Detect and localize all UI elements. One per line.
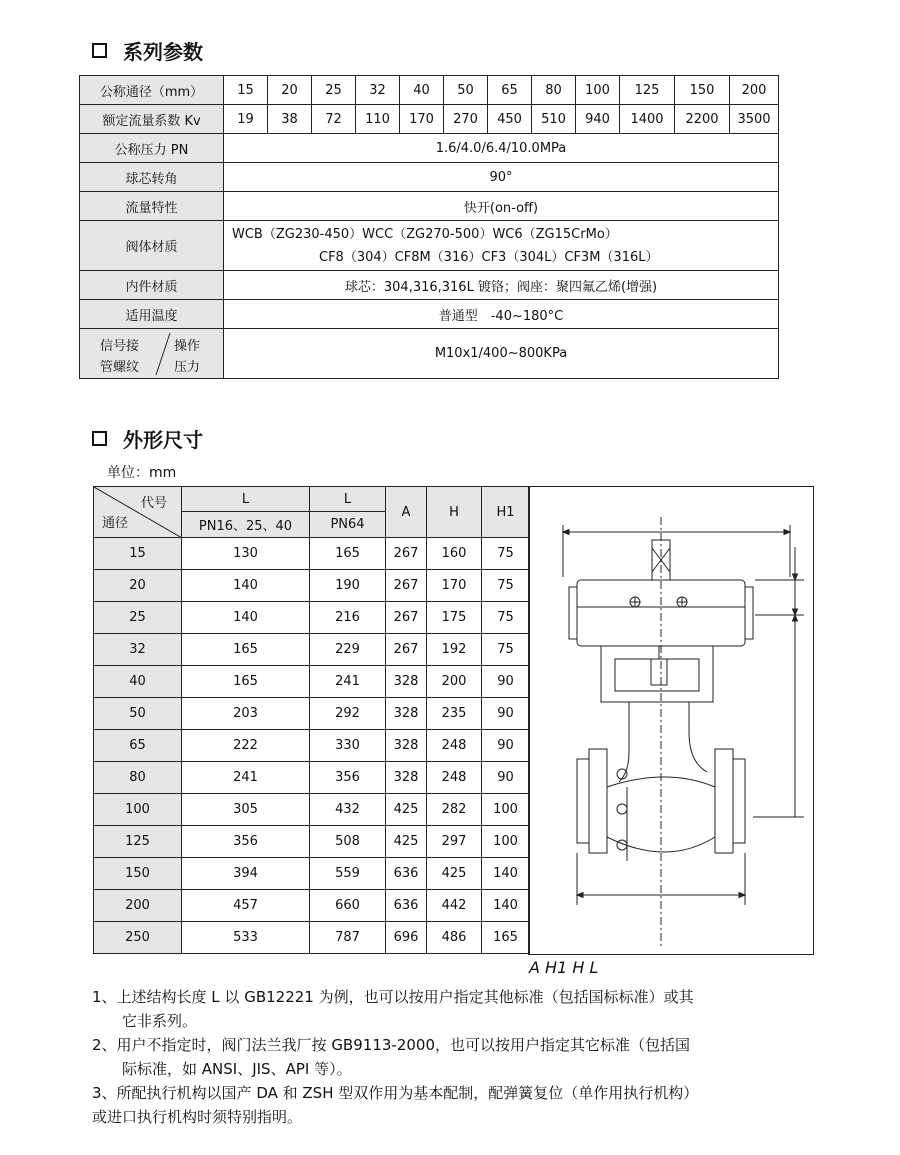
value-cell: 75 [482,570,530,602]
dn-cell: 40 [400,76,444,105]
value-cell: 222 [182,730,310,762]
note-line: 际标准，如 ANSI、JIS、API 等）。 [122,1060,352,1078]
rotation-row [80,163,779,192]
value-cell: 100 [482,794,530,826]
value-cell: 170 [427,570,482,602]
value-cell: 425 [386,794,427,826]
dn-cell: 125 [94,826,182,858]
dn-label: 公称通径（mm） [80,76,224,105]
value-cell: 203 [182,698,310,730]
value-cell: 457 [182,890,310,922]
dn-cell: 40 [94,666,182,698]
value-cell: 140 [482,890,530,922]
kv-cell: 38 [268,105,312,134]
dn-cell: 200 [730,76,779,105]
value-cell: 328 [386,698,427,730]
value-cell: 190 [310,570,386,602]
notes [92,985,792,1129]
value-cell: 432 [310,794,386,826]
value-cell: 425 [386,826,427,858]
row-label: 内件材质 [80,271,224,300]
dn-cell: 15 [94,538,182,570]
section-title-dimensions [92,424,203,453]
dn-cell: 100 [94,794,182,826]
dimension-label-h1: H1 [545,958,568,977]
note-line: 1、上述结构长度 L 以 GB12221 为例，也可以按用户指定其他标准（包括国标标准）或其 [92,988,694,1006]
table-row [94,666,530,698]
value-cell: 636 [386,890,427,922]
value-cell: 486 [427,922,482,954]
value-cell: 533 [182,922,310,954]
value-cell: 636 [386,858,427,890]
checkbox-square-icon [92,431,107,446]
h-header: H [427,487,482,538]
signal-label-b: 管螺纹 [100,360,140,375]
table-row [94,634,530,666]
note-line: 它非系列。 [122,1012,198,1030]
value-cell: 100 [482,826,530,858]
row-label: 适用温度 [80,300,224,329]
dn-cell: 20 [94,570,182,602]
dn-label: 通径 [102,516,129,531]
value-cell: 248 [427,730,482,762]
dn-cell: 250 [94,922,182,954]
value-cell: 330 [310,730,386,762]
dn-cell: 50 [94,698,182,730]
dn-cell: 65 [488,76,532,105]
h1-header: H1 [482,487,530,538]
checkbox-square-icon [92,43,107,58]
value-cell: 235 [427,698,482,730]
value-cell: 328 [386,666,427,698]
code-label: 代号 [140,496,167,511]
value-cell: 305 [182,794,310,826]
value-cell: 75 [482,602,530,634]
signal-label-d: 压力 [174,360,201,375]
kv-cell: 270 [444,105,488,134]
value-cell: 292 [310,698,386,730]
kv-cell: 1400 [620,105,675,134]
table-row [94,570,530,602]
kv-cell: 72 [312,105,356,134]
dimension-label-l: L [589,958,599,977]
value-cell: 165 [182,666,310,698]
value-cell: 425 [427,858,482,890]
value-cell: 140 [182,570,310,602]
flow-characteristic-row [80,192,779,221]
value-cell: 356 [182,826,310,858]
table-row [94,890,530,922]
dn-cell: 100 [576,76,620,105]
value-cell: 90 [482,762,530,794]
dn-row [80,76,779,105]
table-row [94,730,530,762]
value-cell: 175 [427,602,482,634]
valve-drawing [528,486,814,977]
unit-label: 单位：mm [107,465,177,481]
kv-cell: 19 [224,105,268,134]
value-cell: 216 [310,602,386,634]
signal-label-a: 信号接 [100,339,140,354]
dn-cell: 32 [356,76,400,105]
row-value: M10x1/400~800KPa [224,329,779,379]
value-cell: 282 [427,794,482,826]
value-cell: 394 [182,858,310,890]
dn-cell: 200 [94,890,182,922]
kv-cell: 3500 [730,105,779,134]
value-cell: 200 [427,666,482,698]
table-row [94,698,530,730]
row-label: 阀体材质 [80,221,224,271]
kv-cell: 450 [488,105,532,134]
row-value: 快开(on-off) [224,192,779,221]
value-cell: 165 [182,634,310,666]
value-cell: 90 [482,666,530,698]
signal-label-c: 操作 [174,339,201,354]
value-cell: 267 [386,570,427,602]
value-cell: 267 [386,538,427,570]
kv-cell: 110 [356,105,400,134]
section-title-text: 系列参数 [123,40,203,64]
temperature-row [80,300,779,329]
value-cell: 75 [482,634,530,666]
signal-row [80,329,779,379]
value-cell: 267 [386,602,427,634]
dn-cell: 50 [444,76,488,105]
note-line: 3、所配执行机构以国产 DA 和 ZSH 型双作用为基本配制，配弹簧复位（单作用执行机构） [92,1084,699,1102]
kv-label: 额定流量系数 Kv [80,105,224,134]
row-label: 球芯转角 [80,163,224,192]
dn-cell: 20 [268,76,312,105]
spec-table [79,75,779,379]
body-material-line-1: WCB（ZG230-450）WCC（ZG270-500）WC6（ZG15CrMo） [232,226,618,242]
value-cell: 248 [427,762,482,794]
l1-subheader: PN16、25、40 [182,512,310,538]
dn-cell: 150 [94,858,182,890]
pressure-row [80,134,779,163]
body-material-line-2: CF8（304）CF8M（316）CF3（304L）CF3M（316L） [319,249,659,265]
value-cell: 90 [482,730,530,762]
value-cell: 328 [386,730,427,762]
kv-row [80,105,779,134]
value-cell: 508 [310,826,386,858]
table-row [94,602,530,634]
note-line: 2、用户不指定时，阀门法兰我厂按 GB9113-2000，也可以按用户指定其它标准（包括国 [92,1036,690,1054]
value-cell: 140 [482,858,530,890]
body-material-row [80,221,779,271]
dn-cell: 15 [224,76,268,105]
value-cell: 75 [482,538,530,570]
dn-cell: 150 [675,76,730,105]
value-cell: 297 [427,826,482,858]
value-cell: 241 [310,666,386,698]
row-value: 90° [224,163,779,192]
signal-label-cell [80,329,224,379]
row-value [224,221,779,271]
value-cell: 267 [386,634,427,666]
valve-outline-svg [529,487,813,954]
kv-cell: 940 [576,105,620,134]
value-cell: 787 [310,922,386,954]
dn-cell: 25 [312,76,356,105]
dimension-label-h: H [572,958,585,977]
kv-cell: 2200 [675,105,730,134]
value-cell: 660 [310,890,386,922]
dims-header-row [94,487,530,512]
code-dn-header [94,487,182,538]
section-title-series [92,36,203,65]
trim-material-row [80,271,779,300]
dn-cell: 80 [94,762,182,794]
a-header: A [386,487,427,538]
table-row [94,794,530,826]
value-cell: 229 [310,634,386,666]
dn-cell: 65 [94,730,182,762]
value-cell: 696 [386,922,427,954]
value-cell: 192 [427,634,482,666]
value-cell: 140 [182,602,310,634]
dimensions-table [93,486,530,954]
row-value: 1.6/4.0/6.4/10.0MPa [224,134,779,163]
kv-cell: 170 [400,105,444,134]
l2-subheader: PN64 [310,512,386,538]
section-title-text: 外形尺寸 [123,428,203,452]
table-row [94,538,530,570]
l2-header: L [310,487,386,512]
dn-cell: 32 [94,634,182,666]
table-row [94,922,530,954]
value-cell: 165 [482,922,530,954]
value-cell: 328 [386,762,427,794]
value-cell: 165 [310,538,386,570]
value-cell: 130 [182,538,310,570]
row-label: 公称压力 PN [80,134,224,163]
dn-cell: 125 [620,76,675,105]
dn-cell: 80 [532,76,576,105]
row-value: 普通型 -40~180°C [224,300,779,329]
l1-header: L [182,487,310,512]
value-cell: 559 [310,858,386,890]
value-cell: 356 [310,762,386,794]
value-cell: 241 [182,762,310,794]
row-value: 球芯：304,316,316L 镀铬；阀座：聚四氟乙烯(增强) [224,271,779,300]
dn-cell: 25 [94,602,182,634]
table-row [94,858,530,890]
value-cell: 160 [427,538,482,570]
kv-cell: 510 [532,105,576,134]
value-cell: 442 [427,890,482,922]
note-line: 或进口执行机构时须特别指明。 [92,1108,303,1126]
value-cell: 90 [482,698,530,730]
table-row [94,762,530,794]
row-label: 流量特性 [80,192,224,221]
table-row [94,826,530,858]
dimension-label-a: A [529,958,540,977]
